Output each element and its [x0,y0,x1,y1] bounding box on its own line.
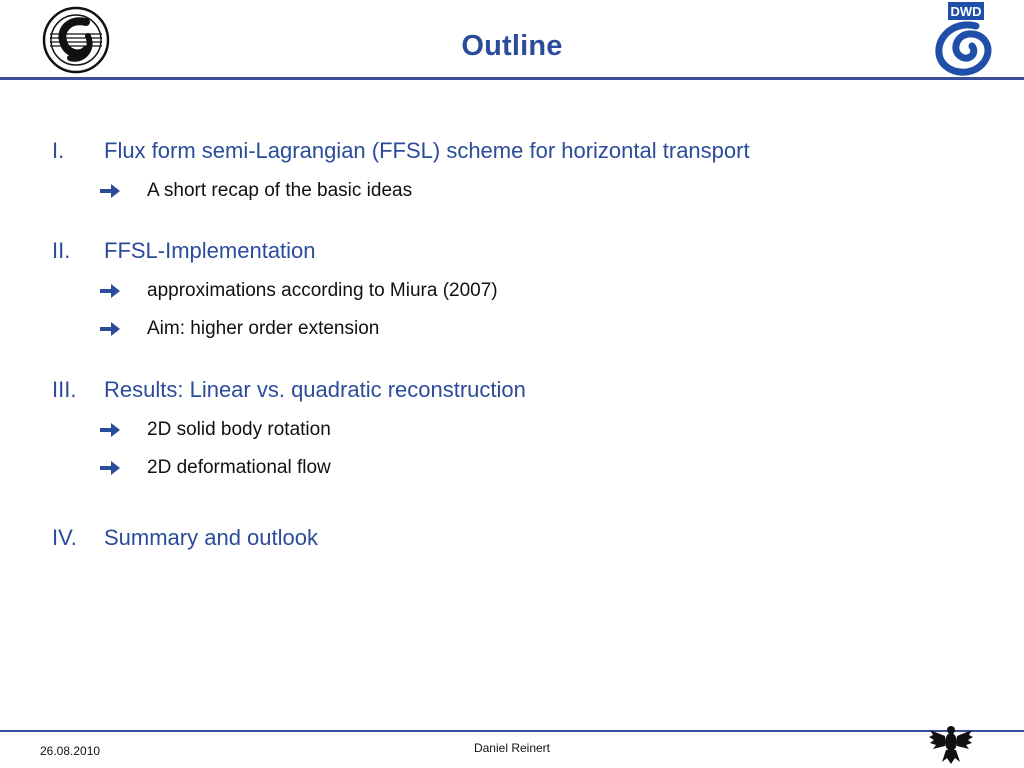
dwd-logo-text: DWD [950,4,982,19]
section-title: Summary and outlook [104,525,318,550]
dwd-logo [924,0,1000,80]
footer-author: Daniel Reinert [473,741,551,755]
section-number: IV. [52,525,77,550]
section-title: Flux form semi-Lagrangian (FFSL) scheme for horizontal transport [104,138,750,163]
arrow-right-icon [100,321,120,337]
arrow-right-icon [100,422,120,438]
section-number: III. [52,377,77,402]
eagle-emblem-icon [928,722,974,766]
sub-item-text: 2D solid body rotation [147,419,331,440]
section-number: I. [52,138,65,163]
sub-item-text: approximations according to Miura (2007) [147,280,498,301]
section-title: FFSL-Implementation [104,238,316,263]
arrow-right-icon [100,460,120,476]
footer-date: 26.08.2010 [40,744,101,758]
section-title: Results: Linear vs. quadratic reconstruction [104,377,526,402]
bottom-divider [0,730,1024,732]
sub-item-text: 2D deformational flow [147,457,331,478]
top-divider [0,77,1024,80]
arrow-right-icon [100,183,120,199]
sub-item-text: A short recap of the basic ideas [147,180,413,201]
sub-item-text: Aim: higher order extension [147,318,380,339]
slide-title: Outline [461,30,563,62]
section-number: II. [52,238,71,263]
arrow-right-icon [100,283,120,299]
